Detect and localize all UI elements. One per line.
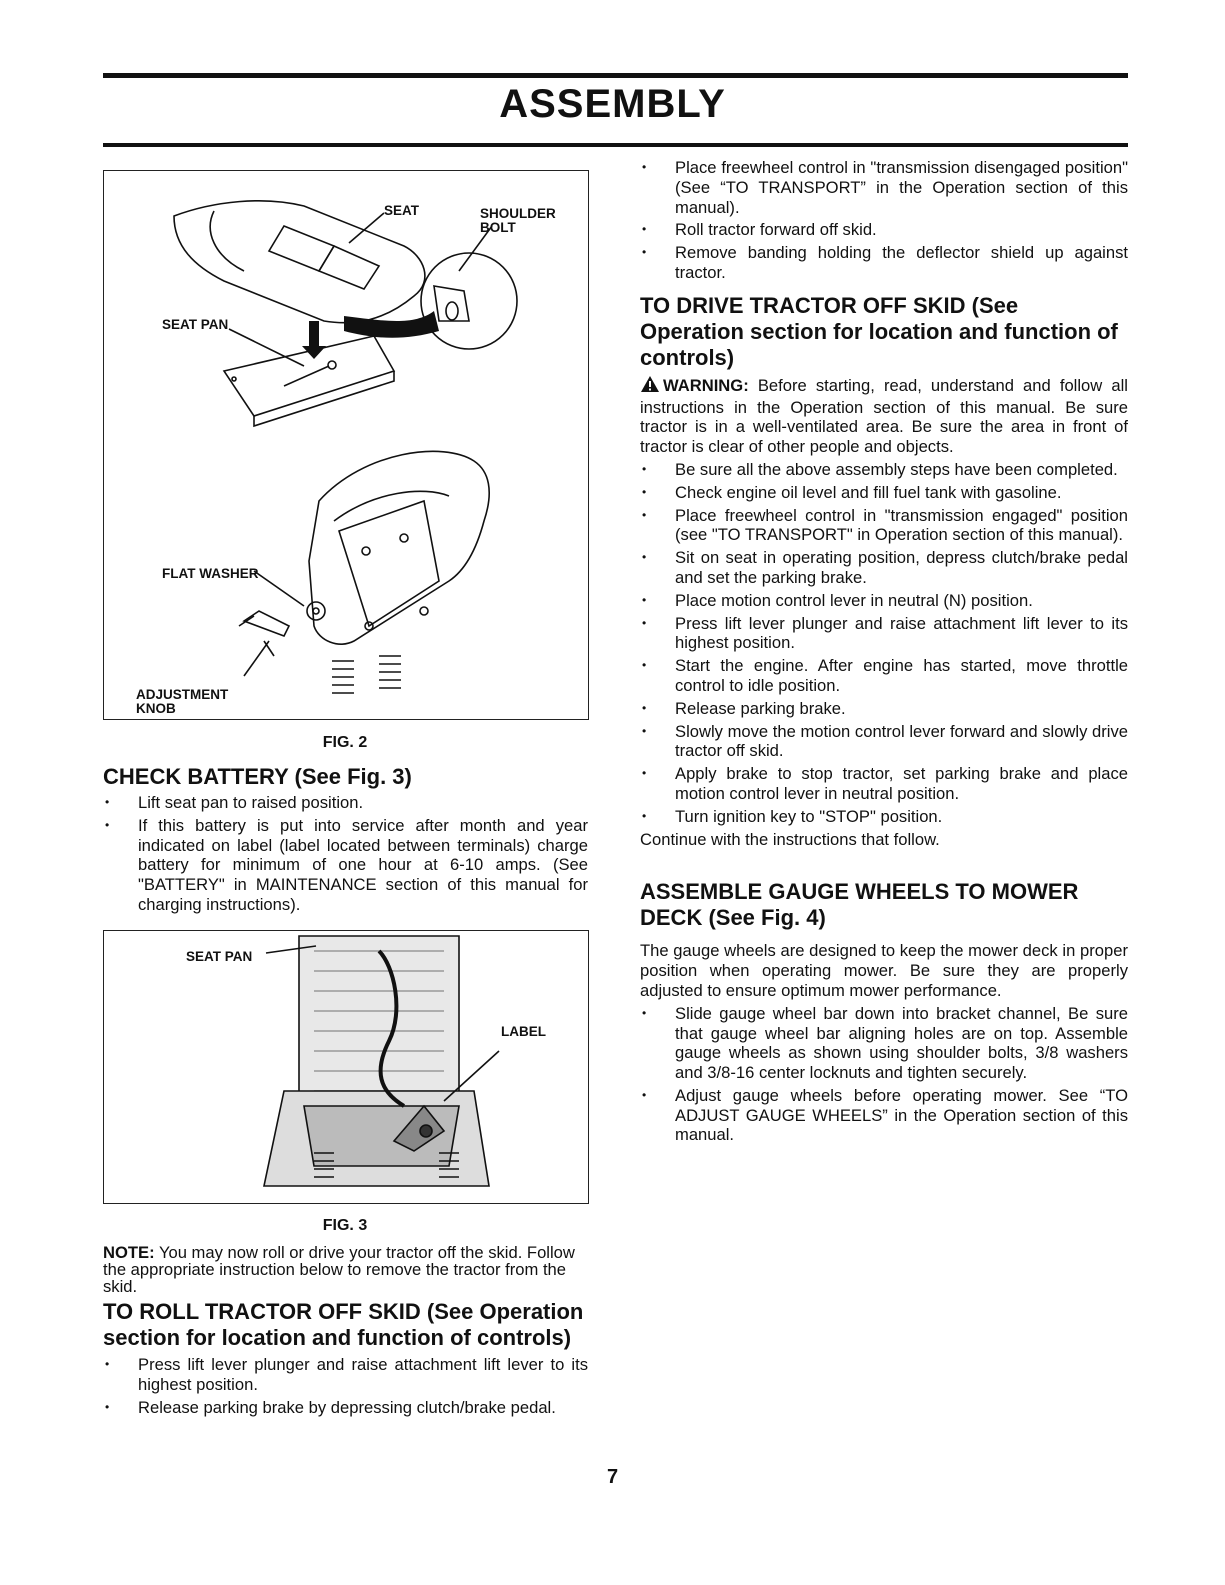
- list-item: • Be sure all the above assembly steps have been completed.: [640, 460, 1128, 480]
- list-item: • Remove banding holding the deflector shield up against tractor.: [640, 243, 1128, 283]
- list-item: • Lift seat pan to raised position.: [103, 793, 588, 813]
- page-title: ASSEMBLY: [499, 82, 726, 126]
- list-item: • Roll tractor forward off skid.: [640, 220, 1128, 240]
- list-item: • Press lift lever plunger and raise attachment lift lever to its highest position.: [640, 614, 1128, 654]
- note-label: NOTE:: [103, 1243, 155, 1262]
- list-item: • Adjust gauge wheels before operating mower. See “TO ADJUST GAUGE WHEELS” in the Operation section of this manual.: [640, 1086, 1128, 1145]
- note-text: You may now roll or drive your tractor off the skid. Follow the appropriate instruction below to remove the tractor from the skid.: [103, 1243, 575, 1296]
- list-item: • Check engine oil level and fill fuel tank with gasoline.: [640, 483, 1128, 503]
- battery-drawing: [104, 931, 588, 1203]
- warning-icon: [640, 375, 660, 398]
- list-item: • Place motion control lever in neutral (N) position.: [640, 591, 1128, 611]
- fig3-illustration: [103, 930, 589, 1204]
- list-item: • Sit on seat in operating position, depress clutch/brake pedal and set the parking brake.: [640, 548, 1128, 588]
- drive-off-heading: TO DRIVE TRACTOR OFF SKID (See Operation section for location and function of controls): [640, 292, 1118, 370]
- list-item: • Release parking brake.: [640, 699, 1128, 719]
- continue-text: Continue with the instructions that follow.: [640, 829, 940, 849]
- list-item: • Apply brake to stop tractor, set parking brake and place motion control lever in neutral position.: [640, 764, 1128, 804]
- warning-paragraph: [640, 375, 1128, 457]
- gauge-wheels-intro: The gauge wheels are designed to keep the mower deck in proper position when operating mower. Be sure they are properly adjusted to ensure optimum mower performance.: [640, 941, 1128, 1000]
- label-seat-pan: SEAT PAN: [162, 317, 229, 332]
- list-item: • Release parking brake by depressing clutch/brake pedal.: [103, 1398, 588, 1418]
- fig2-caption: FIG. 2: [322, 734, 368, 751]
- label-seat: SEAT: [384, 203, 420, 218]
- top-rule: [103, 73, 1128, 78]
- list-item: • If this battery is put into service after month and year indicated on label (label located between terminals) charge battery for minimum of one hour at 6-10 amps. (See "BATTERY" in MAINTENANCE section of this manual for charging instructions).: [103, 816, 588, 915]
- fig3-caption: FIG. 3: [322, 1217, 368, 1234]
- check-battery-heading: CHECK BATTERY (See Fig. 3): [103, 764, 412, 789]
- list-item: • Turn ignition key to "STOP" position.: [640, 807, 1128, 827]
- gauge-wheels-list: [640, 1004, 1128, 1146]
- label-adjustment-knob: ADJUSTMENT KNOB: [136, 687, 229, 716]
- check-battery-list: [103, 793, 588, 915]
- gauge-wheels-heading: ASSEMBLE GAUGE WHEELS TO MOWER DECK (See Fig. 4): [640, 879, 1079, 931]
- list-item: • Place freewheel control in "transmission disengaged position" (See “TO TRANSPORT” in the Operation section of this manual).: [640, 158, 1128, 217]
- list-item: • Press lift lever plunger and raise attachment lift lever to its highest position.: [103, 1355, 588, 1395]
- note-paragraph: [103, 1244, 588, 1295]
- right-column: [640, 158, 1128, 1148]
- roll-off-section: [103, 1244, 588, 1420]
- drive-off-list: [640, 460, 1128, 827]
- title-underline: [103, 143, 1128, 147]
- warning-text: Before starting, read, understand and follow all instructions in the Operation section of this manual. Be sure tractor is in a well-ventilated area. Be sure the area in front of tractor is clear of other people and objects.: [640, 375, 1128, 457]
- page-number: 7: [606, 1466, 619, 1488]
- list-item: • Slide gauge wheel bar down into bracket channel, Be sure that gauge wheel bar aligning holes are on top. Assemble gauge wheels as shown using shoulder bolts, 3/8 washers and 3/8-16 center locknuts and tighten securely.: [640, 1004, 1128, 1083]
- list-item: • Place freewheel control in "transmission engaged" position (see "TO TRANSPORT" in Operation section of this manual).: [640, 506, 1128, 546]
- list-item: • Start the engine. After engine has started, move throttle control to idle position.: [640, 656, 1128, 696]
- label-seat-pan: SEAT PAN: [186, 949, 253, 964]
- label-flat-washer: FLAT WASHER: [162, 566, 259, 581]
- seat-assembly-drawing: [104, 171, 588, 719]
- fig2-illustration: [103, 170, 589, 720]
- list-item: • Slowly move the motion control lever forward and slowly drive tractor off skid.: [640, 722, 1128, 762]
- roll-off-list-continued: [640, 158, 1128, 283]
- label-shoulder-bolt: SHOULDER BOLT: [480, 206, 556, 235]
- warning-label: WARNING:: [663, 375, 749, 395]
- check-battery-section: [103, 765, 588, 918]
- label-battery-label: LABEL: [501, 1024, 546, 1039]
- roll-off-list: [103, 1355, 588, 1417]
- roll-off-heading: TO ROLL TRACTOR OFF SKID (See Operation section for location and function of controls): [103, 1299, 584, 1350]
